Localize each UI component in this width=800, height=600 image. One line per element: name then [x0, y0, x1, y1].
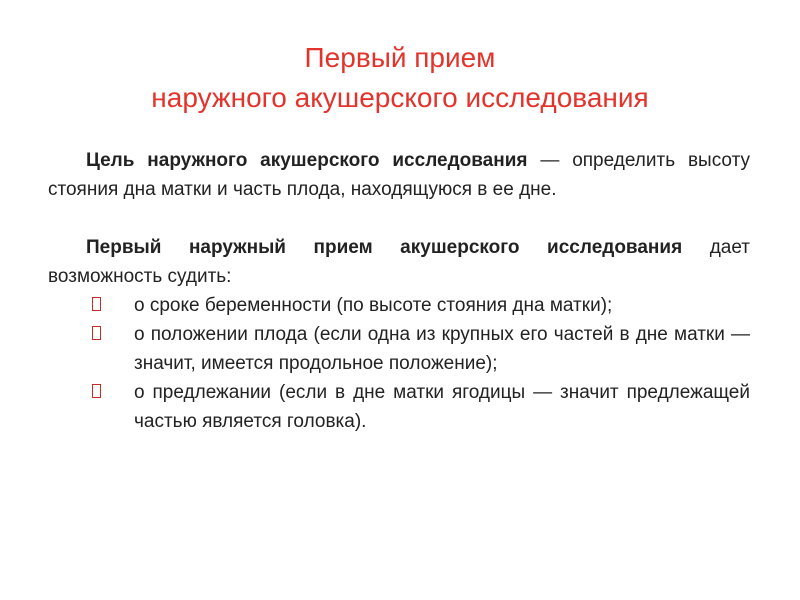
bullet-list — [48, 291, 750, 436]
list-item — [48, 291, 750, 320]
bullet-text: о сроке беременности (по высоте стояния дна матки); — [134, 295, 613, 316]
slide-body — [48, 146, 750, 436]
list-item — [48, 378, 750, 436]
first-method-text: дает возможность судить: — [48, 237, 750, 287]
bullet-text: о предлежании (если в дне матки ягодицы — значит предлежащей частью является головка). — [134, 382, 750, 432]
list-item — [48, 320, 750, 378]
bullet-marker-icon — [92, 326, 101, 340]
title-line-2: наружного акушерского исследования — [151, 82, 649, 113]
slide-title — [0, 38, 800, 118]
title-line-1: Первый прием — [304, 42, 496, 73]
bullet-marker-icon — [92, 297, 101, 311]
goal-text: — определить высоту стояния дна матки и часть плода, находящуюся в ее дне. — [48, 150, 750, 200]
paragraph-spacer — [48, 204, 750, 233]
bullet-text: о положении плода (если одна из крупных его частей в дне матки — значит, имеется продольное положение); — [134, 324, 750, 374]
first-method-paragraph — [48, 233, 750, 291]
goal-paragraph — [48, 146, 750, 204]
first-method-bold-text: Первый наружный прием акушерского исследования — [86, 237, 683, 258]
goal-bold-text: Цель наружного акушерского исследования — [86, 150, 528, 171]
bullet-marker-icon — [92, 384, 101, 398]
